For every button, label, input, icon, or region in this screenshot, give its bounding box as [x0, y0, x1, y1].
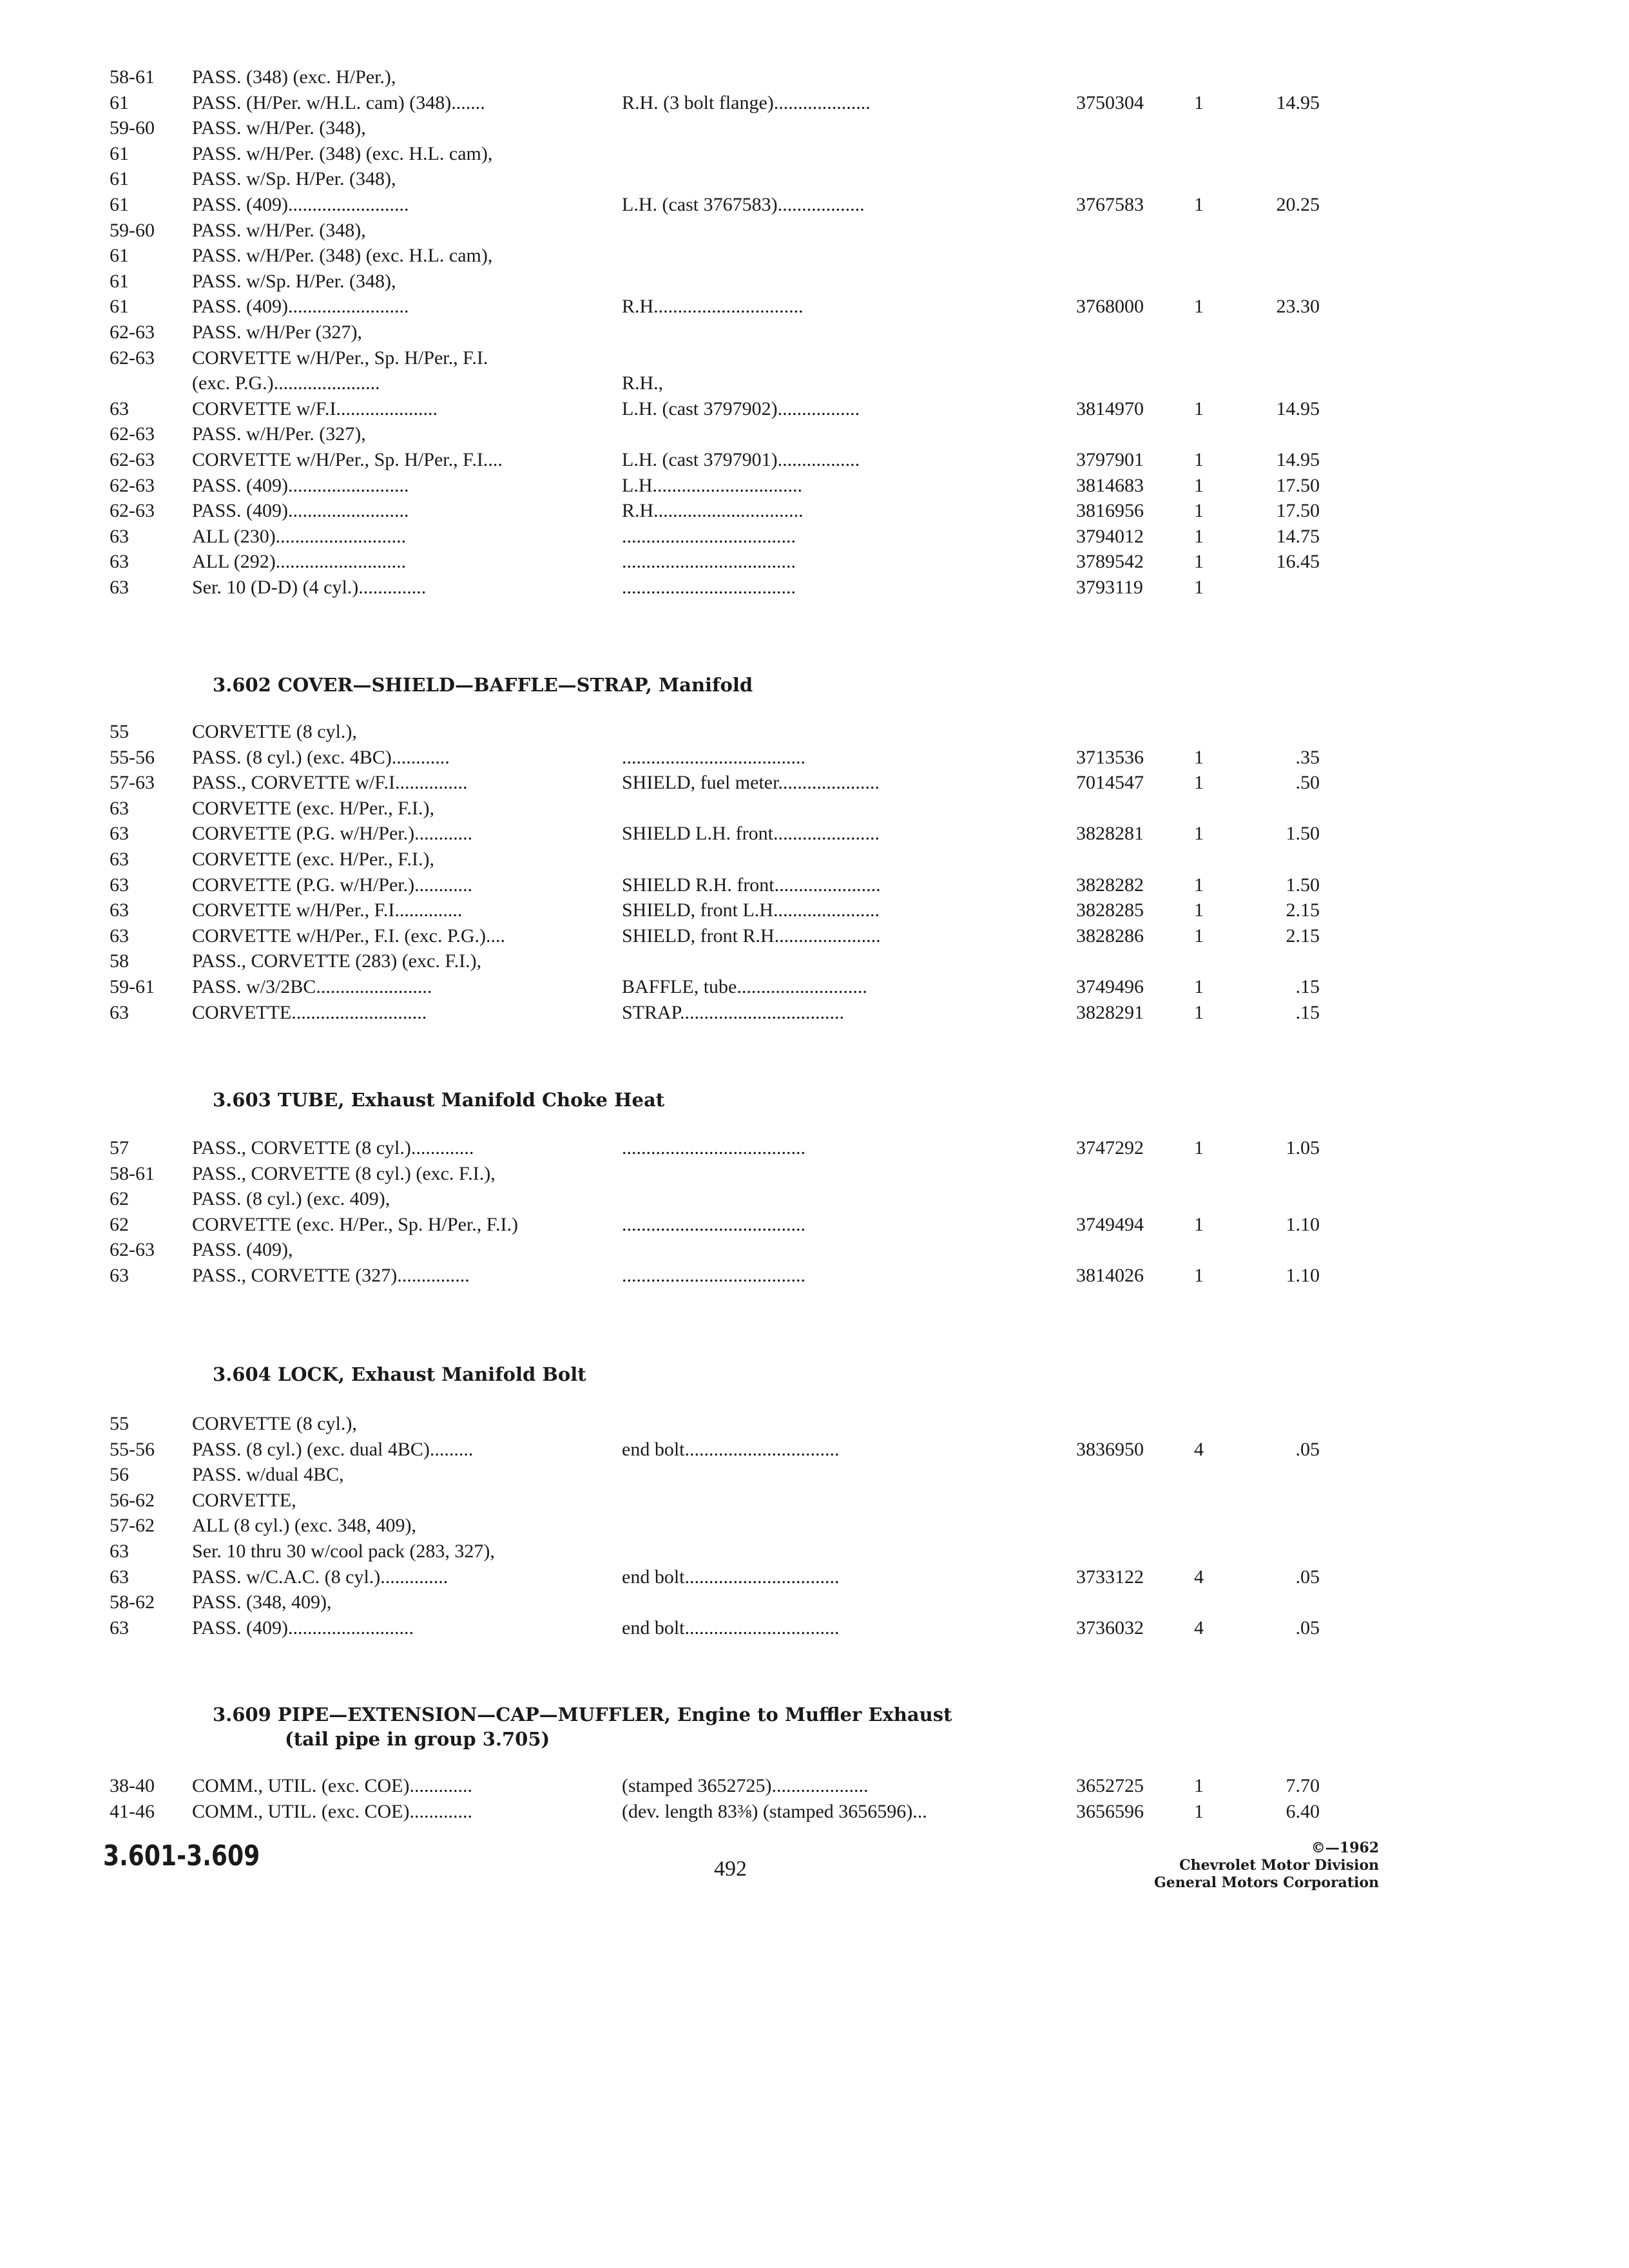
- corporation-line: General Motors Corporation: [1153, 1874, 1379, 1891]
- year-cell: 58-61: [110, 66, 155, 88]
- price-cell: .05: [1295, 1617, 1320, 1639]
- model-cell: PASS. (348) (exc. H/Per.),: [192, 66, 396, 88]
- part-number-cell: 3736032: [1076, 1617, 1144, 1639]
- model-cell: PASS., CORVETTE (8 cyl.) (exc. F.I.),: [192, 1162, 496, 1184]
- table-row: [0, 218, 1629, 244]
- model-cell: Ser. 10 (D-D) (4 cyl.)..............: [192, 576, 427, 598]
- model-cell: PASS. w/H/Per. (327),: [192, 423, 366, 445]
- year-cell: 58-62: [110, 1591, 155, 1613]
- year-cell: 63: [110, 1001, 129, 1023]
- year-cell: 62-63: [110, 448, 155, 470]
- price-cell: 14.95: [1276, 448, 1320, 470]
- price-cell: 17.50: [1276, 474, 1320, 496]
- section-title: 3.603 TUBE, Exhaust Manifold Choke Heat: [213, 1089, 665, 1111]
- description-cell: ....................................: [622, 576, 796, 598]
- price-cell: 2.15: [1286, 899, 1320, 921]
- table-row: [0, 948, 1629, 974]
- year-cell: 55-56: [110, 746, 155, 768]
- model-cell: PASS. (H/Per. w/H.L. cam) (348).......: [192, 91, 485, 113]
- model-cell: PASS. w/3/2BC........................: [192, 975, 432, 997]
- part-number-cell: 3789542: [1076, 551, 1144, 573]
- model-cell: PASS. w/H/Per. (348),: [192, 219, 366, 241]
- section-header-3602: [213, 673, 1115, 697]
- year-cell: 61: [110, 270, 129, 292]
- model-cell: PASS. (409).........................: [192, 193, 409, 215]
- year-cell: 55: [110, 1413, 129, 1434]
- description-cell: ....................................: [622, 525, 796, 547]
- table-row: [0, 1212, 1629, 1238]
- part-number-cell: 3747292: [1076, 1137, 1144, 1158]
- price-cell: 1.50: [1286, 823, 1320, 845]
- table-row: [0, 1411, 1629, 1437]
- quantity-cell: 1: [1194, 823, 1204, 845]
- section-3604: [0, 1411, 1629, 1640]
- model-cell: PASS. (409)..........................: [192, 1617, 414, 1639]
- table-row: [0, 575, 1629, 601]
- price-cell: 17.50: [1276, 500, 1320, 522]
- description-cell: ....................................: [622, 551, 796, 573]
- description-cell: SHIELD L.H. front......................: [622, 823, 880, 845]
- section-3603: [0, 1135, 1629, 1289]
- description-cell: L.H. (cast 3797902).................: [622, 398, 860, 419]
- year-cell: 63: [110, 551, 129, 573]
- model-cell: PASS. w/C.A.C. (8 cyl.)..............: [192, 1566, 448, 1588]
- table-row: [0, 243, 1629, 269]
- year-cell: 57: [110, 1137, 129, 1158]
- model-cell: PASS. w/H/Per. (348),: [192, 117, 366, 139]
- description-cell: ......................................: [622, 1213, 805, 1235]
- year-cell: 55-56: [110, 1438, 155, 1460]
- part-number-cell: 3797901: [1076, 448, 1144, 470]
- description-cell: R.H...............................: [622, 296, 804, 318]
- part-number-cell: 3750304: [1076, 91, 1144, 113]
- year-cell: 62-63: [110, 321, 155, 343]
- quantity-cell: 4: [1194, 1438, 1204, 1460]
- table-row: [0, 1590, 1629, 1615]
- year-cell: 62-63: [110, 500, 155, 522]
- year-cell: 62: [110, 1213, 129, 1235]
- quantity-cell: 1: [1194, 448, 1204, 470]
- table-row: [0, 294, 1629, 320]
- table-row: [0, 115, 1629, 141]
- description-cell: (dev. length 83⅜) (stamped 3656596)...: [622, 1800, 927, 1822]
- model-cell: CORVETTE (8 cyl.),: [192, 721, 357, 742]
- table-row: [0, 872, 1629, 898]
- table-row: [0, 90, 1629, 116]
- model-cell: CORVETTE (exc. H/Per., Sp. H/Per., F.I.): [192, 1213, 518, 1235]
- table-row: [0, 1462, 1629, 1488]
- price-cell: .35: [1295, 746, 1320, 768]
- quantity-cell: 1: [1194, 91, 1204, 113]
- description-cell: end bolt................................: [622, 1566, 840, 1588]
- quantity-cell: 1: [1194, 1800, 1204, 1822]
- year-cell: 59-61: [110, 975, 155, 997]
- quantity-cell: 4: [1194, 1617, 1204, 1639]
- part-number-cell: 3828282: [1076, 874, 1144, 896]
- model-cell: PASS. w/Sp. H/Per. (348),: [192, 270, 396, 292]
- year-cell: 55: [110, 721, 129, 742]
- copyright-line: ©—1962: [1311, 1840, 1379, 1856]
- table-row: [0, 821, 1629, 847]
- year-cell: 59-60: [110, 219, 155, 241]
- parts-table: [0, 719, 1629, 1025]
- part-number-cell: 3794012: [1076, 525, 1144, 547]
- table-row: [0, 1773, 1629, 1799]
- description-cell: end bolt................................: [622, 1617, 840, 1639]
- description-cell: ......................................: [622, 1137, 805, 1158]
- table-row: [0, 974, 1629, 1000]
- quantity-cell: 1: [1194, 551, 1204, 573]
- model-cell: PASS. (348, 409),: [192, 1591, 332, 1613]
- table-row: [0, 1437, 1629, 1463]
- division-line: Chevrolet Motor Division: [1179, 1857, 1379, 1874]
- table-row: [0, 1135, 1629, 1161]
- table-row: [0, 141, 1629, 167]
- year-cell: 63: [110, 398, 129, 419]
- section-header-3609: [213, 1702, 1115, 1751]
- description-cell: STRAP..................................: [622, 1001, 845, 1023]
- model-cell: CORVETTE w/H/Per., F.I..............: [192, 899, 463, 921]
- quantity-cell: 1: [1194, 1137, 1204, 1158]
- model-cell: ALL (292)...........................: [192, 551, 407, 573]
- part-number-cell: 7014547: [1076, 772, 1144, 794]
- year-cell: 63: [110, 874, 129, 896]
- parts-table: [0, 1773, 1629, 1824]
- description-cell: ......................................: [622, 1264, 805, 1286]
- quantity-cell: 1: [1194, 500, 1204, 522]
- model-cell: PASS. (8 cyl.) (exc. 4BC)............: [192, 746, 450, 768]
- quantity-cell: 1: [1194, 899, 1204, 921]
- price-cell: .15: [1295, 1001, 1320, 1023]
- table-row: [0, 1513, 1629, 1539]
- part-number-cell: 3816956: [1076, 500, 1144, 522]
- quantity-cell: 1: [1194, 1001, 1204, 1023]
- price-cell: .15: [1295, 975, 1320, 997]
- model-cell: CORVETTE w/H/Per., F.I. (exc. P.G.)....: [192, 925, 505, 947]
- part-number-cell: 3828285: [1076, 899, 1144, 921]
- description-cell: ......................................: [622, 746, 805, 768]
- model-cell: PASS. (409),: [192, 1239, 293, 1261]
- quantity-cell: 1: [1194, 925, 1204, 947]
- part-number-cell: 3793119: [1076, 576, 1143, 598]
- section-3602: [0, 719, 1629, 1025]
- model-cell: PASS., CORVETTE (8 cyl.).............: [192, 1137, 474, 1158]
- quantity-cell: 1: [1194, 398, 1204, 419]
- table-row: [0, 447, 1629, 473]
- section-title: 3.604 LOCK, Exhaust Manifold Bolt: [213, 1363, 586, 1385]
- year-cell: 57-62: [110, 1515, 155, 1537]
- table-row: [0, 923, 1629, 949]
- table-row: [0, 898, 1629, 923]
- quantity-cell: 1: [1194, 746, 1204, 768]
- table-row: [0, 345, 1629, 371]
- model-cell: CORVETTE,: [192, 1489, 296, 1511]
- part-number-cell: 3814683: [1076, 474, 1144, 496]
- table-row: [0, 847, 1629, 872]
- price-cell: 1.50: [1286, 874, 1320, 896]
- model-cell: COMM., UTIL. (exc. COE).............: [192, 1800, 472, 1822]
- year-cell: 61: [110, 168, 129, 190]
- model-cell: CORVETTE............................: [192, 1001, 427, 1023]
- year-cell: 58: [110, 950, 129, 972]
- price-cell: 1.10: [1286, 1264, 1320, 1286]
- model-cell: PASS., CORVETTE (327)...............: [192, 1264, 470, 1286]
- description-cell: SHIELD, fuel meter.....................: [622, 772, 880, 794]
- table-row: [0, 1539, 1629, 1564]
- section-header-3603: [213, 1088, 1115, 1112]
- publisher-credit: [1154, 1840, 1379, 1892]
- part-number-cell: 3814970: [1076, 398, 1144, 419]
- year-cell: 63: [110, 848, 129, 870]
- parts-table: [0, 64, 1629, 600]
- quantity-cell: 1: [1194, 772, 1204, 794]
- model-cell: CORVETTE w/H/Per., Sp. H/Per., F.I.: [192, 347, 488, 369]
- quantity-cell: 1: [1194, 975, 1204, 997]
- table-row: [0, 421, 1629, 447]
- year-cell: 61: [110, 91, 129, 113]
- year-cell: 63: [110, 576, 129, 598]
- year-cell: 62-63: [110, 1239, 155, 1261]
- model-cell: PASS. (409).........................: [192, 500, 409, 522]
- year-cell: 61: [110, 142, 129, 164]
- model-cell: ALL (8 cyl.) (exc. 348, 409),: [192, 1515, 416, 1537]
- quantity-cell: 1: [1194, 576, 1204, 598]
- price-cell: .05: [1295, 1566, 1320, 1588]
- price-cell: 20.25: [1276, 193, 1320, 215]
- year-cell: 63: [110, 797, 129, 819]
- quantity-cell: 1: [1194, 1775, 1204, 1796]
- model-cell: CORVETTE (P.G. w/H/Per.)............: [192, 874, 473, 896]
- table-row: [0, 166, 1629, 192]
- part-number-cell: 3733122: [1076, 1566, 1144, 1588]
- year-cell: 59-60: [110, 117, 155, 139]
- year-cell: 63: [110, 1264, 129, 1286]
- part-number-cell: 3749496: [1076, 975, 1144, 997]
- model-cell: CORVETTE (exc. H/Per., F.I.),: [192, 797, 434, 819]
- model-cell: CORVETTE w/F.I.....................: [192, 398, 438, 419]
- description-cell: R.H.,: [622, 372, 664, 394]
- part-number-cell: 3836950: [1076, 1438, 1144, 1460]
- parts-table: [0, 1411, 1629, 1640]
- model-cell: PASS., CORVETTE w/F.I...............: [192, 772, 468, 794]
- model-cell: PASS. (409).........................: [192, 296, 409, 318]
- price-cell: 2.15: [1286, 925, 1320, 947]
- part-number-cell: 3713536: [1076, 746, 1144, 768]
- model-cell: PASS. w/H/Per (327),: [192, 321, 362, 343]
- model-cell: CORVETTE (P.G. w/H/Per.)............: [192, 823, 473, 845]
- table-row: [0, 498, 1629, 524]
- table-row: [0, 719, 1629, 745]
- year-cell: 63: [110, 823, 129, 845]
- table-row: [0, 64, 1629, 90]
- page-number: 492: [714, 1857, 747, 1881]
- model-cell: Ser. 10 thru 30 w/cool pack (283, 327),: [192, 1540, 495, 1562]
- table-row: [0, 549, 1629, 575]
- year-cell: 63: [110, 925, 129, 947]
- model-cell: PASS. (8 cyl.) (exc. dual 4BC).........: [192, 1438, 474, 1460]
- table-row: [0, 1000, 1629, 1026]
- quantity-cell: 1: [1194, 1213, 1204, 1235]
- section-subtitle: (tail pipe in group 3.705): [285, 1728, 550, 1750]
- year-cell: 62-63: [110, 474, 155, 496]
- year-cell: 63: [110, 1566, 129, 1588]
- model-cell: CORVETTE (exc. H/Per., F.I.),: [192, 848, 434, 870]
- part-number-cell: 3652725: [1076, 1775, 1144, 1796]
- part-number-cell: 3768000: [1076, 296, 1144, 318]
- table-row: [0, 745, 1629, 771]
- part-number-cell: 3767583: [1076, 193, 1144, 215]
- table-row: [0, 524, 1629, 550]
- table-row: [0, 1237, 1629, 1263]
- year-cell: 63: [110, 525, 129, 547]
- description-cell: SHIELD, front L.H......................: [622, 899, 880, 921]
- quantity-cell: 1: [1194, 874, 1204, 896]
- description-cell: L.H. (cast 3797901).................: [622, 448, 860, 470]
- table-row: [0, 269, 1629, 294]
- part-number-cell: 3828286: [1076, 925, 1144, 947]
- year-cell: 56: [110, 1464, 129, 1486]
- part-number-cell: 3828281: [1076, 823, 1144, 845]
- model-cell: (exc. P.G.)......................: [192, 372, 380, 394]
- price-cell: 14.75: [1276, 525, 1320, 547]
- quantity-cell: 1: [1194, 1264, 1204, 1286]
- description-cell: L.H...............................: [622, 474, 802, 496]
- model-cell: CORVETTE w/H/Per., Sp. H/Per., F.I....: [192, 448, 503, 470]
- year-cell: 63: [110, 899, 129, 921]
- year-cell: 63: [110, 1617, 129, 1639]
- quantity-cell: 1: [1194, 474, 1204, 496]
- table-row: [0, 1263, 1629, 1289]
- table-row: [0, 1799, 1629, 1825]
- price-cell: 6.40: [1286, 1800, 1320, 1822]
- model-cell: CORVETTE (8 cyl.),: [192, 1413, 357, 1434]
- description-cell: SHIELD R.H. front......................: [622, 874, 881, 896]
- price-cell: 14.95: [1276, 398, 1320, 419]
- year-cell: 56-62: [110, 1489, 155, 1511]
- year-cell: 61: [110, 193, 129, 215]
- year-cell: 61: [110, 245, 129, 267]
- model-cell: PASS. (409).........................: [192, 474, 409, 496]
- year-cell: 63: [110, 1540, 129, 1562]
- table-row: [0, 192, 1629, 218]
- price-cell: 7.70: [1286, 1775, 1320, 1796]
- year-cell: 58-61: [110, 1162, 155, 1184]
- table-row: [0, 396, 1629, 422]
- description-cell: BAFFLE, tube...........................: [622, 975, 867, 997]
- table-row: [0, 1615, 1629, 1641]
- year-cell: 61: [110, 296, 129, 318]
- table-row: [0, 770, 1629, 796]
- price-cell: .50: [1295, 772, 1320, 794]
- table-row: [0, 320, 1629, 345]
- model-cell: PASS. w/H/Per. (348) (exc. H.L. cam),: [192, 245, 493, 267]
- table-row: [0, 473, 1629, 499]
- model-cell: PASS. w/Sp. H/Per. (348),: [192, 168, 396, 190]
- year-cell: 38-40: [110, 1775, 155, 1796]
- year-cell: 57-63: [110, 772, 155, 794]
- section-3609: [0, 1773, 1629, 1824]
- quantity-cell: 1: [1194, 525, 1204, 547]
- model-cell: ALL (230)...........................: [192, 525, 407, 547]
- table-row: [0, 1564, 1629, 1590]
- description-cell: (stamped 3652725)....................: [622, 1775, 869, 1796]
- year-cell: 62: [110, 1188, 129, 1210]
- table-row: [0, 1488, 1629, 1514]
- year-cell: 62-63: [110, 423, 155, 445]
- price-cell: 14.95: [1276, 91, 1320, 113]
- quantity-cell: 1: [1194, 296, 1204, 318]
- year-cell: 62-63: [110, 347, 155, 369]
- price-cell: 23.30: [1276, 296, 1320, 318]
- table-row: [0, 796, 1629, 822]
- price-cell: 1.05: [1286, 1137, 1320, 1158]
- table-row: [0, 1186, 1629, 1212]
- table-row: [0, 1161, 1629, 1187]
- part-number-cell: 3749494: [1076, 1213, 1144, 1235]
- model-cell: PASS., CORVETTE (283) (exc. F.I.),: [192, 950, 482, 972]
- section-title: 3.602 COVER—SHIELD—BAFFLE—STRAP, Manifold: [213, 674, 753, 696]
- description-cell: L.H. (cast 3767583)..................: [622, 193, 865, 215]
- quantity-cell: 4: [1194, 1566, 1204, 1588]
- year-cell: 41-46: [110, 1800, 155, 1822]
- section-3601-continued: [0, 64, 1629, 600]
- section-title: 3.609 PIPE—EXTENSION—CAP—MUFFLER, Engine to Muffler Exhaust: [213, 1704, 952, 1725]
- page-range: 3.601-3.609: [103, 1840, 260, 1872]
- part-number-cell: 3814026: [1076, 1264, 1144, 1286]
- model-cell: PASS. w/H/Per. (348) (exc. H.L. cam),: [192, 142, 493, 164]
- description-cell: R.H...............................: [622, 500, 804, 522]
- description-cell: SHIELD, front R.H......................: [622, 925, 881, 947]
- description-cell: R.H. (3 bolt flange)....................: [622, 91, 871, 113]
- model-cell: COMM., UTIL. (exc. COE).............: [192, 1775, 472, 1796]
- table-row: [0, 370, 1629, 396]
- model-cell: PASS. (8 cyl.) (exc. 409),: [192, 1188, 390, 1210]
- description-cell: end bolt................................: [622, 1438, 840, 1460]
- price-cell: 16.45: [1276, 551, 1320, 573]
- part-number-cell: 3828291: [1076, 1001, 1144, 1023]
- section-header-3604: [213, 1362, 1115, 1387]
- part-number-cell: 3656596: [1076, 1800, 1144, 1822]
- quantity-cell: 1: [1194, 193, 1204, 215]
- parts-table: [0, 1135, 1629, 1289]
- model-cell: PASS. w/dual 4BC,: [192, 1464, 344, 1486]
- price-cell: .05: [1295, 1438, 1320, 1460]
- price-cell: 1.10: [1286, 1213, 1320, 1235]
